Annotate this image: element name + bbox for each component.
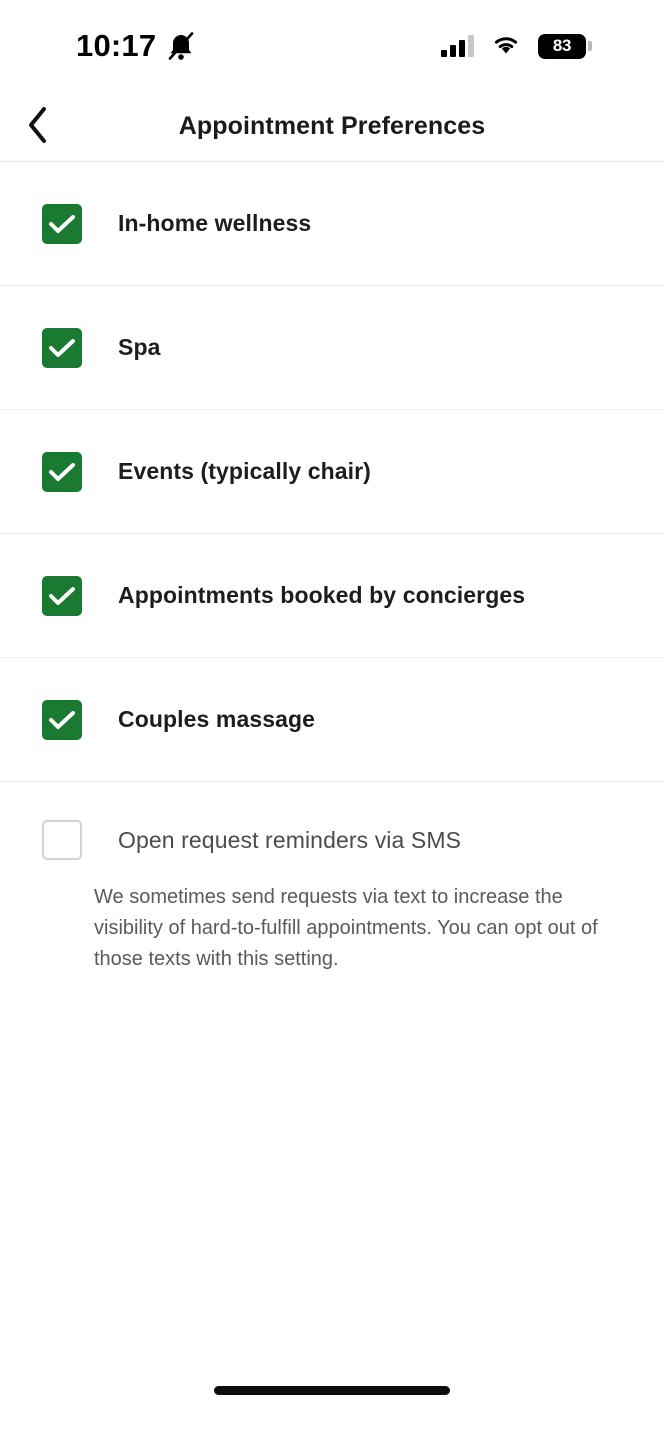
preference-label: Events (typically chair) [118, 458, 371, 484]
sms-preference-description: We sometimes send requests via text to increase the visibility of hard-to-fulfill appointments. You can opt out of those texts with this setting. [94, 886, 598, 970]
preference-label: Appointments booked by concierges [118, 582, 526, 608]
preference-row-spa[interactable] [0, 286, 664, 410]
bell-muted-icon [168, 31, 194, 61]
preference-row-couples-massage[interactable] [0, 658, 664, 782]
wifi-icon [490, 32, 522, 61]
preferences-list [0, 162, 664, 782]
checkbox-couples-massage[interactable] [42, 700, 82, 740]
nav-bar [0, 92, 664, 162]
battery-indicator [538, 34, 592, 59]
content-spacer [0, 975, 664, 1386]
battery-level: 83 [552, 36, 572, 55]
preference-label: Spa [118, 334, 161, 360]
preference-label: Couples massage [118, 706, 316, 732]
preference-row-in-home-wellness[interactable] [0, 162, 664, 286]
status-bar [0, 0, 664, 92]
home-indicator[interactable] [214, 1386, 450, 1395]
checkbox-spa[interactable] [42, 328, 82, 368]
checkbox-sms-reminders[interactable] [42, 820, 82, 860]
sms-preference-section [0, 782, 664, 975]
checkbox-concierge-appointments[interactable] [42, 576, 82, 616]
back-button[interactable] [8, 92, 68, 161]
status-time: 10:17 [76, 28, 157, 63]
checkbox-events[interactable] [42, 452, 82, 492]
preference-row-events[interactable] [0, 410, 664, 534]
checkbox-in-home-wellness[interactable] [42, 204, 82, 244]
status-bar-right [441, 32, 622, 61]
sms-preference-label: Open request reminders via SMS [118, 826, 462, 853]
preference-row-sms-reminders[interactable] [42, 820, 622, 860]
preference-label: In-home wellness [118, 210, 312, 236]
cellular-signal-icon [441, 35, 474, 57]
status-bar-left [0, 28, 194, 64]
page-title: Appointment Preferences [178, 112, 486, 140]
home-indicator-area [0, 1386, 664, 1440]
chevron-left-icon [27, 106, 49, 147]
preference-row-concierge-appointments[interactable] [0, 534, 664, 658]
